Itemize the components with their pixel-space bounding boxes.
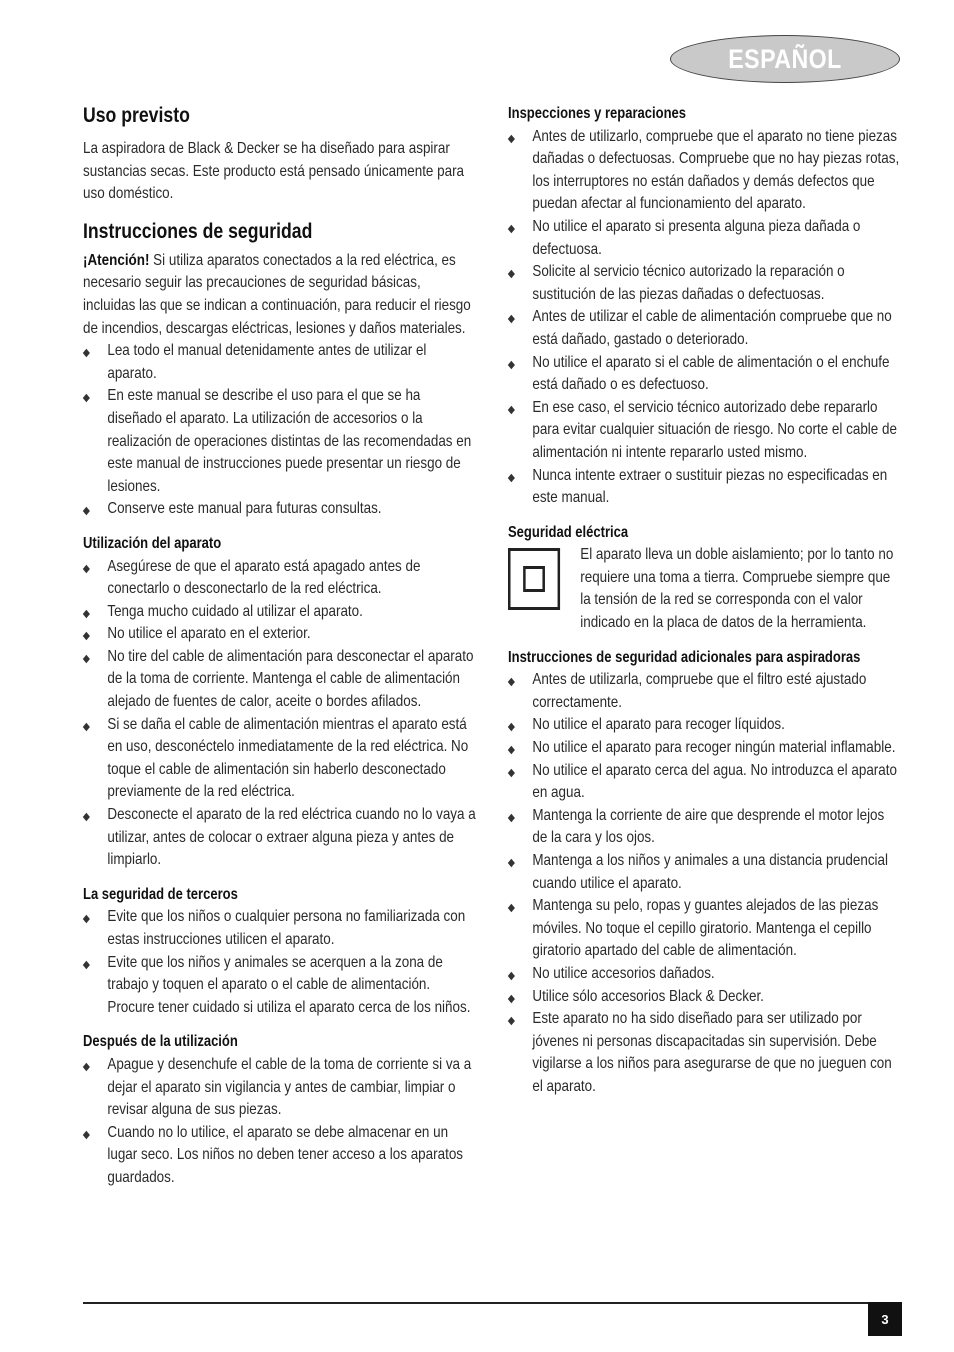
electrical-safety-text: El aparato lleva un doble aislamiento; por lo tanto no requiere una toma a tierra. Compruebe siempre que la tensión de la red se corresponda con el valor indicado en la placa de datos de la herramienta. <box>580 546 894 632</box>
bullet-icon <box>83 722 90 730</box>
list-item: No utilice el aparato en el exterior. <box>83 623 476 646</box>
bullet-icon <box>508 972 515 980</box>
left-column <box>83 104 476 1190</box>
bullet-icon <box>83 507 90 515</box>
bullet-icon <box>83 813 90 821</box>
footer-rule <box>83 1302 902 1304</box>
bullet-icon <box>83 915 90 923</box>
bullet-icon <box>508 904 515 912</box>
uso-previsto-text: La aspiradora de Black & Decker se ha diseñado para aspirar sustancias secas. Este producto está pensado únicamente para uso doméstico. <box>83 140 465 203</box>
adicionales-list <box>508 669 902 1098</box>
inspecciones-list <box>508 126 902 510</box>
bullet-icon <box>508 859 515 867</box>
section-title-adicionales: Instrucciones de seguridad adicionales para aspiradoras <box>508 648 861 666</box>
terceros-list <box>83 906 476 1019</box>
despues-list <box>83 1054 476 1190</box>
bullet-icon <box>83 1131 90 1139</box>
list-item: Apague y desenchufe el cable de la toma de corriente si va a dejar el aparato sin vigilancia y antes de cambiar, limpiar o revisar alguna de sus piezas. <box>83 1054 476 1122</box>
page-number: 3 <box>868 1302 902 1336</box>
list-item: Solicite al servicio técnico autorizado la reparación o sustitución de las piezas dañadas o defectuosas. <box>508 261 902 306</box>
instrucciones-list <box>83 340 476 521</box>
bullet-icon <box>83 349 90 357</box>
list-item: Evite que los niños y animales se acerquen a la zona de trabajo y toquen el aparato o el cable de alimentación. Procure tener cuidado si utiliza el aparato cerca de los niños. <box>83 952 476 1020</box>
bullet-icon <box>83 564 90 572</box>
list-item: Nunca intente extraer o sustituir piezas no especificadas en este manual. <box>508 465 902 510</box>
list-item: Lea todo el manual detenidamente antes de utilizar el aparato. <box>83 340 476 385</box>
warning-paragraph <box>83 250 476 340</box>
bullet-icon <box>508 746 515 754</box>
bullet-icon <box>508 814 515 822</box>
bullet-icon <box>508 270 515 278</box>
list-item: No utilice el aparato para recoger líquidos. <box>508 714 902 737</box>
list-item: No utilice accesorios dañados. <box>508 963 902 986</box>
list-item: Si se daña el cable de alimentación mientras el aparato está en uso, desconéctelo inmediatamente de la red eléctrica. No toque el cable de alimentación sin haberlo desconectado previamente de la red eléctrica. <box>83 714 476 804</box>
list-item: Mantenga su pelo, ropas y guantes alejados de las piezas móviles. No toque el cepillo giratorio. Mantenga el cepillo giratorio apartado del cable de alimentación. <box>508 895 902 963</box>
section-title-uso-previsto: Uso previsto <box>83 104 190 127</box>
bullet-icon <box>83 632 90 640</box>
bullet-icon <box>508 134 515 142</box>
language-label: ESPAÑOL <box>728 43 842 74</box>
warning-label: ¡Atención! <box>83 251 150 269</box>
list-item: No utilice el aparato si el cable de alimentación o el enchufe está dañado o es defectuoso. <box>508 352 902 397</box>
list-item: No tire del cable de alimentación para desconectar el aparato de la toma de corriente. Mantenga el cable de alimentación alejado de fuentes de calor, aceite o bordes afilados. <box>83 646 476 714</box>
bullet-icon <box>508 723 515 731</box>
list-item: Este aparato no ha sido diseñado para ser utilizado por jóvenes ni personas discapacitadas sin supervisión. Debe vigilarse a los niños para asegurarse de que no jueguen con el aparato. <box>508 1008 902 1098</box>
list-item: Antes de utilizar el cable de alimentación compruebe que no está dañado, gastado o deteriorado. <box>508 306 902 351</box>
list-item: Tenga mucho cuidado al utilizar el aparato. <box>83 601 476 624</box>
bullet-icon <box>508 315 515 323</box>
list-item: Antes de utilizarlo, compruebe que el aparato no tiene piezas dañadas o defectuosas. Compruebe que no hay piezas rotas, los interruptores no están dañados y demás defectos que puedan afectar al funcionamiento del aparato. <box>508 126 902 216</box>
section-title-instrucciones: Instrucciones de seguridad <box>83 219 313 243</box>
section-title-terceros: La seguridad de terceros <box>83 885 238 903</box>
utilizacion-list <box>83 556 476 872</box>
bullet-icon <box>508 768 515 776</box>
bullet-icon <box>508 225 515 233</box>
bullet-icon <box>83 960 90 968</box>
bullet-icon <box>83 655 90 663</box>
bullet-icon <box>83 394 90 402</box>
bullet-icon <box>508 360 515 368</box>
list-item: No utilice el aparato cerca del agua. No introduzca el aparato en agua. <box>508 760 902 805</box>
bullet-icon <box>508 994 515 1002</box>
bullet-icon <box>508 405 515 413</box>
right-column <box>508 103 902 1099</box>
bullet-icon <box>508 473 515 481</box>
section-title-despues: Después de la utilización <box>83 1033 238 1051</box>
list-item: Utilice sólo accesorios Black & Decker. <box>508 986 902 1009</box>
list-item: Evite que los niños o cualquier persona no familiarizada con estas instrucciones utilicen el aparato. <box>83 906 476 951</box>
double-insulation-icon <box>508 548 560 610</box>
list-item: No utilice el aparato para recoger ningún material inflamable. <box>508 737 902 760</box>
list-item: Desconecte el aparato de la red eléctrica cuando no lo vaya a utilizar, antes de colocar o extraer alguna pieza y antes de limpiarlo. <box>83 804 476 872</box>
section-title-utilizacion: Utilización del aparato <box>83 534 222 552</box>
list-item: En este manual se describe el uso para el que se ha diseñado el aparato. La utilización de accesorios o la realización de operaciones distintas de las recomendadas en este manual de instrucciones puede presentar un riesgo de lesiones. <box>83 385 476 498</box>
list-item: En ese caso, el servicio técnico autorizado debe repararlo para evitar cualquier situación de riesgo. No corte el cable de alimentación ni intente repararlo usted mismo. <box>508 397 902 465</box>
language-badge <box>670 35 900 83</box>
bullet-icon <box>83 1063 90 1071</box>
list-item: Mantenga a los niños y animales a una distancia prudencial cuando utilice el aparato. <box>508 850 902 895</box>
warning-text: Si utiliza aparatos conectados a la red eléctrica, es necesario seguir las precauciones de seguridad básicas, incluidas las que se indican a continuación, para reducir el riesgo de incendios, descargas eléctricas, lesiones y daños materiales. <box>83 251 471 337</box>
list-item: No utilice el aparato si presenta alguna pieza dañada o defectuosa. <box>508 216 902 261</box>
bullet-icon <box>508 1017 515 1025</box>
section-title-electrica: Seguridad eléctrica <box>508 523 629 541</box>
section-title-inspecciones: Inspecciones y reparaciones <box>508 105 687 122</box>
list-item: Antes de utilizarla, compruebe que el filtro esté ajustado correctamente. <box>508 669 902 714</box>
bullet-icon <box>83 609 90 617</box>
electrical-safety-block <box>508 544 902 634</box>
list-item: Mantenga la corriente de aire que desprende el motor lejos de la cara y los ojos. <box>508 805 902 850</box>
list-item: Cuando no lo utilice, el aparato se debe almacenar en un lugar seco. Los niños no deben tener acceso a los aparatos guardados. <box>83 1122 476 1190</box>
list-item: Conserve este manual para futuras consultas. <box>83 498 476 521</box>
list-item: Asegúrese de que el aparato está apagado antes de conectarlo o desconectarlo de la red eléctrica. <box>83 556 476 601</box>
bullet-icon <box>508 678 515 686</box>
